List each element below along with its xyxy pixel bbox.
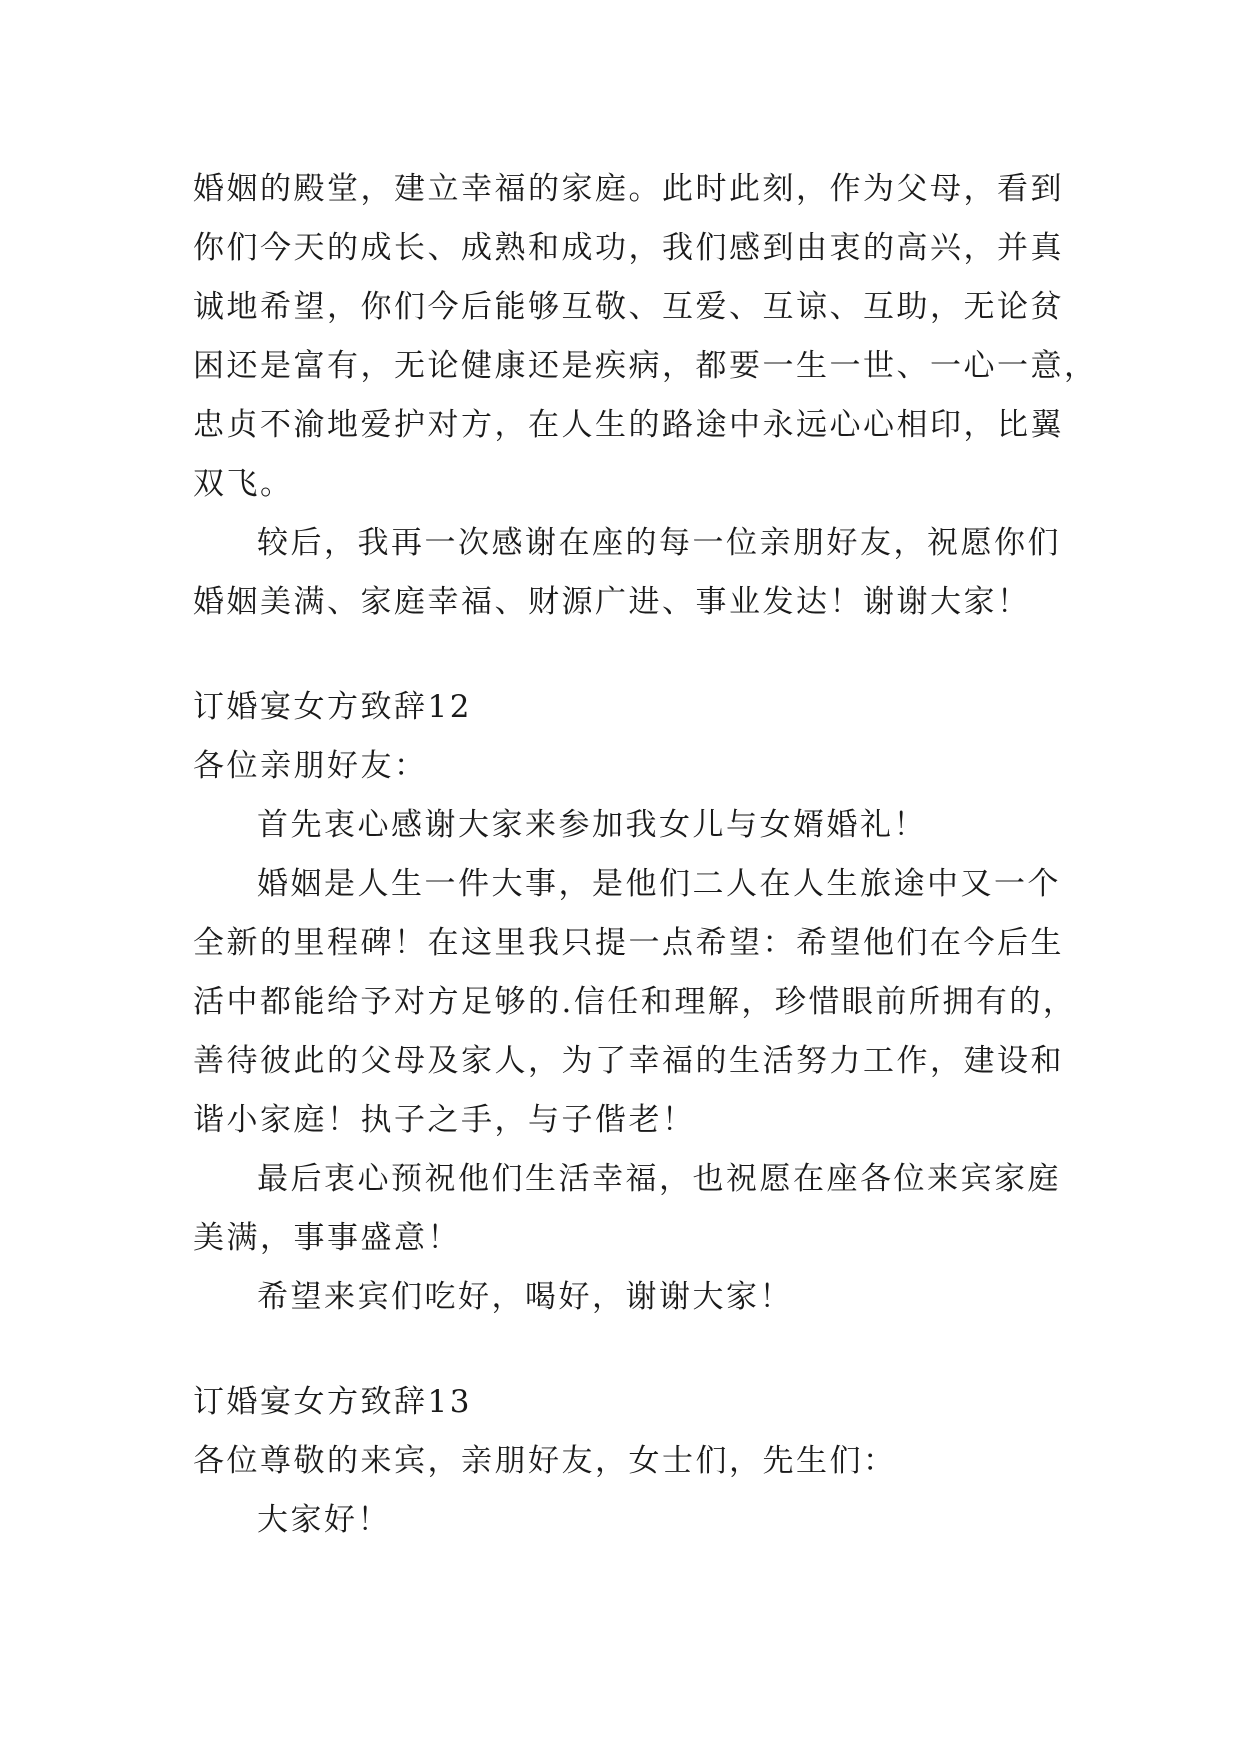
greeting-line: 各位尊敬的来宾，亲朋好友，女士们，先生们： [193,1443,897,1479]
paragraph-line: 希望来宾们吃好，喝好，谢谢大家！ [257,1279,793,1315]
paragraph-line: 美满，事事盛意！ [193,1220,461,1256]
paragraph-line: 较后，我再一次感谢在座的每一位亲朋好友，祝愿你们 [257,525,1061,561]
greeting-line: 各位亲朋好友： [193,748,428,784]
paragraph-line: 最后衷心预祝他们生活幸福，也祝愿在座各位来宾家庭 [257,1161,1061,1197]
paragraph-line: 婚姻的殿堂，建立幸福的家庭。此时此刻，作为父母，看到 [193,171,1064,207]
section-title: 订婚宴女方致辞12 [193,689,472,725]
section-12 [193,678,1077,1327]
paragraph-line: 善待彼此的父母及家人，为了幸福的生活努力工作，建设和 [193,1043,1064,1079]
section-gap [193,1327,1061,1373]
section-gap [193,632,1061,678]
paragraph-line: 谐小家庭！执子之手，与子偕老！ [193,1102,696,1138]
previous-section-body [193,160,1098,632]
section-13 [193,1373,1061,1550]
document-page [193,160,1098,1550]
paragraph-line: 全新的里程碑！在这里我只提一点希望：希望他们在今后生 [193,925,1064,961]
paragraph-line: 大家好！ [257,1502,391,1538]
paragraph-line: 首先衷心感谢大家来参加我女儿与女婿婚礼！ [257,807,927,843]
paragraph-line: 忠贞不渝地爱护对方，在人生的路途中永远心心相印，比翼 [193,407,1064,443]
paragraph-line: 困还是富有，无论健康还是疾病，都要一生一世、一心一意， [193,348,1098,384]
section-title: 订婚宴女方致辞13 [193,1384,472,1420]
paragraph-line: 婚姻美满、家庭幸福、财源广进、事业发达！谢谢大家！ [193,584,1031,620]
paragraph-line: 活中都能给予对方足够的.信任和理解，珍惜眼前所拥有的， [193,984,1077,1020]
paragraph-line: 婚姻是人生一件大事，是他们二人在人生旅途中又一个 [257,866,1061,902]
paragraph-line: 你们今天的成长、成熟和成功，我们感到由衷的高兴，并真 [193,230,1064,266]
paragraph-line: 诚地希望，你们今后能够互敬、互爱、互谅、互助，无论贫 [193,289,1064,325]
paragraph-line: 双飞。 [193,466,294,502]
